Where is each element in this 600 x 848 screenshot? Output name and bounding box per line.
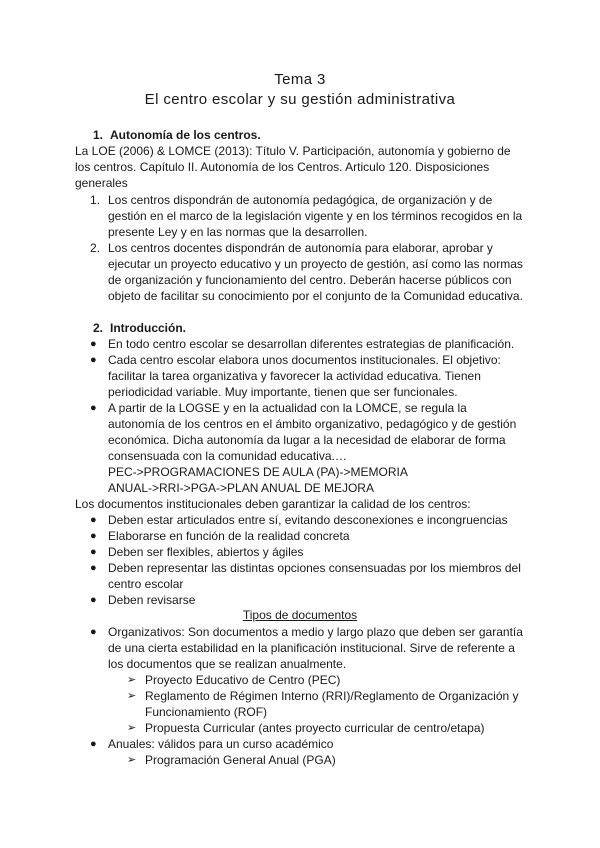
bullet-icon: ● — [90, 338, 97, 350]
bullet-icon: ● — [90, 626, 97, 638]
bullet-line: Deben ser flexibles, abiertos y ágiles — [108, 545, 304, 559]
bullet-line: periodicidad variable. Muy importante, tienen que ser funcionales. — [108, 385, 458, 399]
list-item-line: presente Ley y en las normas que la desarrollen. — [108, 225, 368, 239]
bullet-line: de una cierta estabilidad en la planificación institucional. Sirve de referente a — [108, 641, 515, 655]
bullet-line: En todo centro escolar se desarrollan diferentes estrategias de planificación. — [108, 337, 515, 351]
sub-item-line: Funcionamiento (ROF) — [145, 705, 268, 719]
documents-intro: Los documentos institucionales deben garantizar la calidad de los centros: — [75, 497, 471, 511]
section-1-intro-line: los centros. Capítulo II. Autonomía de los Centros. Articulo 120. Disposiciones — [75, 160, 490, 174]
list-number: 2. — [90, 241, 101, 255]
bullet-icon: ● — [90, 562, 97, 574]
list-item-line: Los centros docentes dispondrán de autonomía para elaborar, aprobar y — [108, 241, 493, 255]
bullet-icon: ● — [90, 738, 97, 750]
bullet-line: A partir de la LOGSE y en la actualidad con la LOMCE, se regula la — [108, 401, 467, 415]
bullet-line: económica. Dicha autonomía da lugar a la necesidad de elaborar de forma — [108, 433, 506, 447]
bullet-icon: ● — [90, 546, 97, 558]
sub-item-line: Propuesta Curricular (antes proyecto curricular de centro/etapa) — [145, 721, 485, 735]
bullet-line: los documentos que se realizan anualmente. — [108, 657, 347, 671]
types-of-documents-title: Tipos de documentos — [242, 608, 358, 622]
arrow-bullet-icon: ➢ — [127, 754, 137, 766]
section-1-number: 1. — [93, 128, 104, 142]
arrow-bullet-icon: ➢ — [127, 690, 137, 702]
section-2-number: 2. — [93, 321, 104, 335]
section-1-heading: Autonomía de los centros. — [110, 128, 261, 142]
bullet-line: ANUAL->RRI->PGA->PLAN ANUAL DE MEJORA — [108, 481, 374, 495]
sub-item-line: Reglamento de Régimen Interno (RRI)/Reglamento de Organización y — [145, 689, 519, 703]
sub-item-line: Programación General Anual (PGA) — [145, 753, 336, 767]
list-item-line: ejecutar un proyecto educativo y un proyecto de gestión, así como las normas — [108, 257, 523, 271]
list-item-line: de organización y funcionamiento del centro. Deberán hacerse públicos con — [108, 273, 512, 287]
bullet-line: consensuada con la comunidad educativa.… — [108, 449, 347, 463]
bullet-line: Elaborarse en función de la realidad concreta — [108, 529, 350, 543]
bullet-line: Deben representar las distintas opciones consensuadas por los miembros del — [108, 561, 521, 575]
bullet-line: Deben revisarse — [108, 593, 196, 607]
list-number: 1. — [90, 193, 101, 207]
bullet-icon: ● — [90, 530, 97, 542]
bullet-icon: ● — [90, 594, 97, 606]
bullet-line: facilitar la tarea organizativa y favorecer la actividad educativa. Tienen — [108, 369, 481, 383]
document-subtitle: El centro escolar y su gestión administrativa — [144, 91, 456, 108]
bullet-line: Cada centro escolar elabora unos documentos institucionales. El objetivo: — [108, 353, 501, 367]
bullet-line: Anuales: válidos para un curso académico — [108, 737, 334, 751]
sub-item-line: Proyecto Educativo de Centro (PEC) — [145, 673, 341, 687]
list-item-line: gestión en el marco de la legislación vigente y en los términos recogidos en la — [108, 209, 523, 223]
bullet-icon: ● — [90, 514, 97, 526]
bullet-icon: ● — [90, 354, 97, 366]
bullet-line: autonomía de los centros en el ámbito organizativo, pedagógico y de gestión — [108, 417, 517, 431]
section-1-intro-line: generales — [75, 176, 128, 190]
bullet-line: Deben estar articulados entre sí, evitando desconexiones e incongruencias — [108, 513, 508, 527]
bullet-line: Organizativos: Son documentos a medio y largo plazo que deben ser garantía — [108, 625, 523, 639]
arrow-bullet-icon: ➢ — [127, 674, 137, 686]
document-title: Tema 3 — [274, 71, 326, 88]
bullet-icon: ● — [90, 402, 97, 414]
section-1-intro-line: La LOE (2006) & LOMCE (2013): Título V. Participación, autonomía y gobierno de — [75, 144, 511, 158]
arrow-bullet-icon: ➢ — [127, 722, 137, 734]
bullet-line: centro escolar — [108, 577, 184, 591]
bullet-line: PEC->PROGRAMACIONES DE AULA (PA)->MEMORIA — [108, 465, 408, 479]
list-item-line: objeto de facilitar su conocimiento por el conjunto de la Comunidad educativa. — [108, 289, 523, 303]
section-2-heading: Introducción. — [110, 321, 186, 335]
list-item-line: Los centros dispondrán de autonomía pedagógica, de organización y de — [108, 193, 493, 207]
